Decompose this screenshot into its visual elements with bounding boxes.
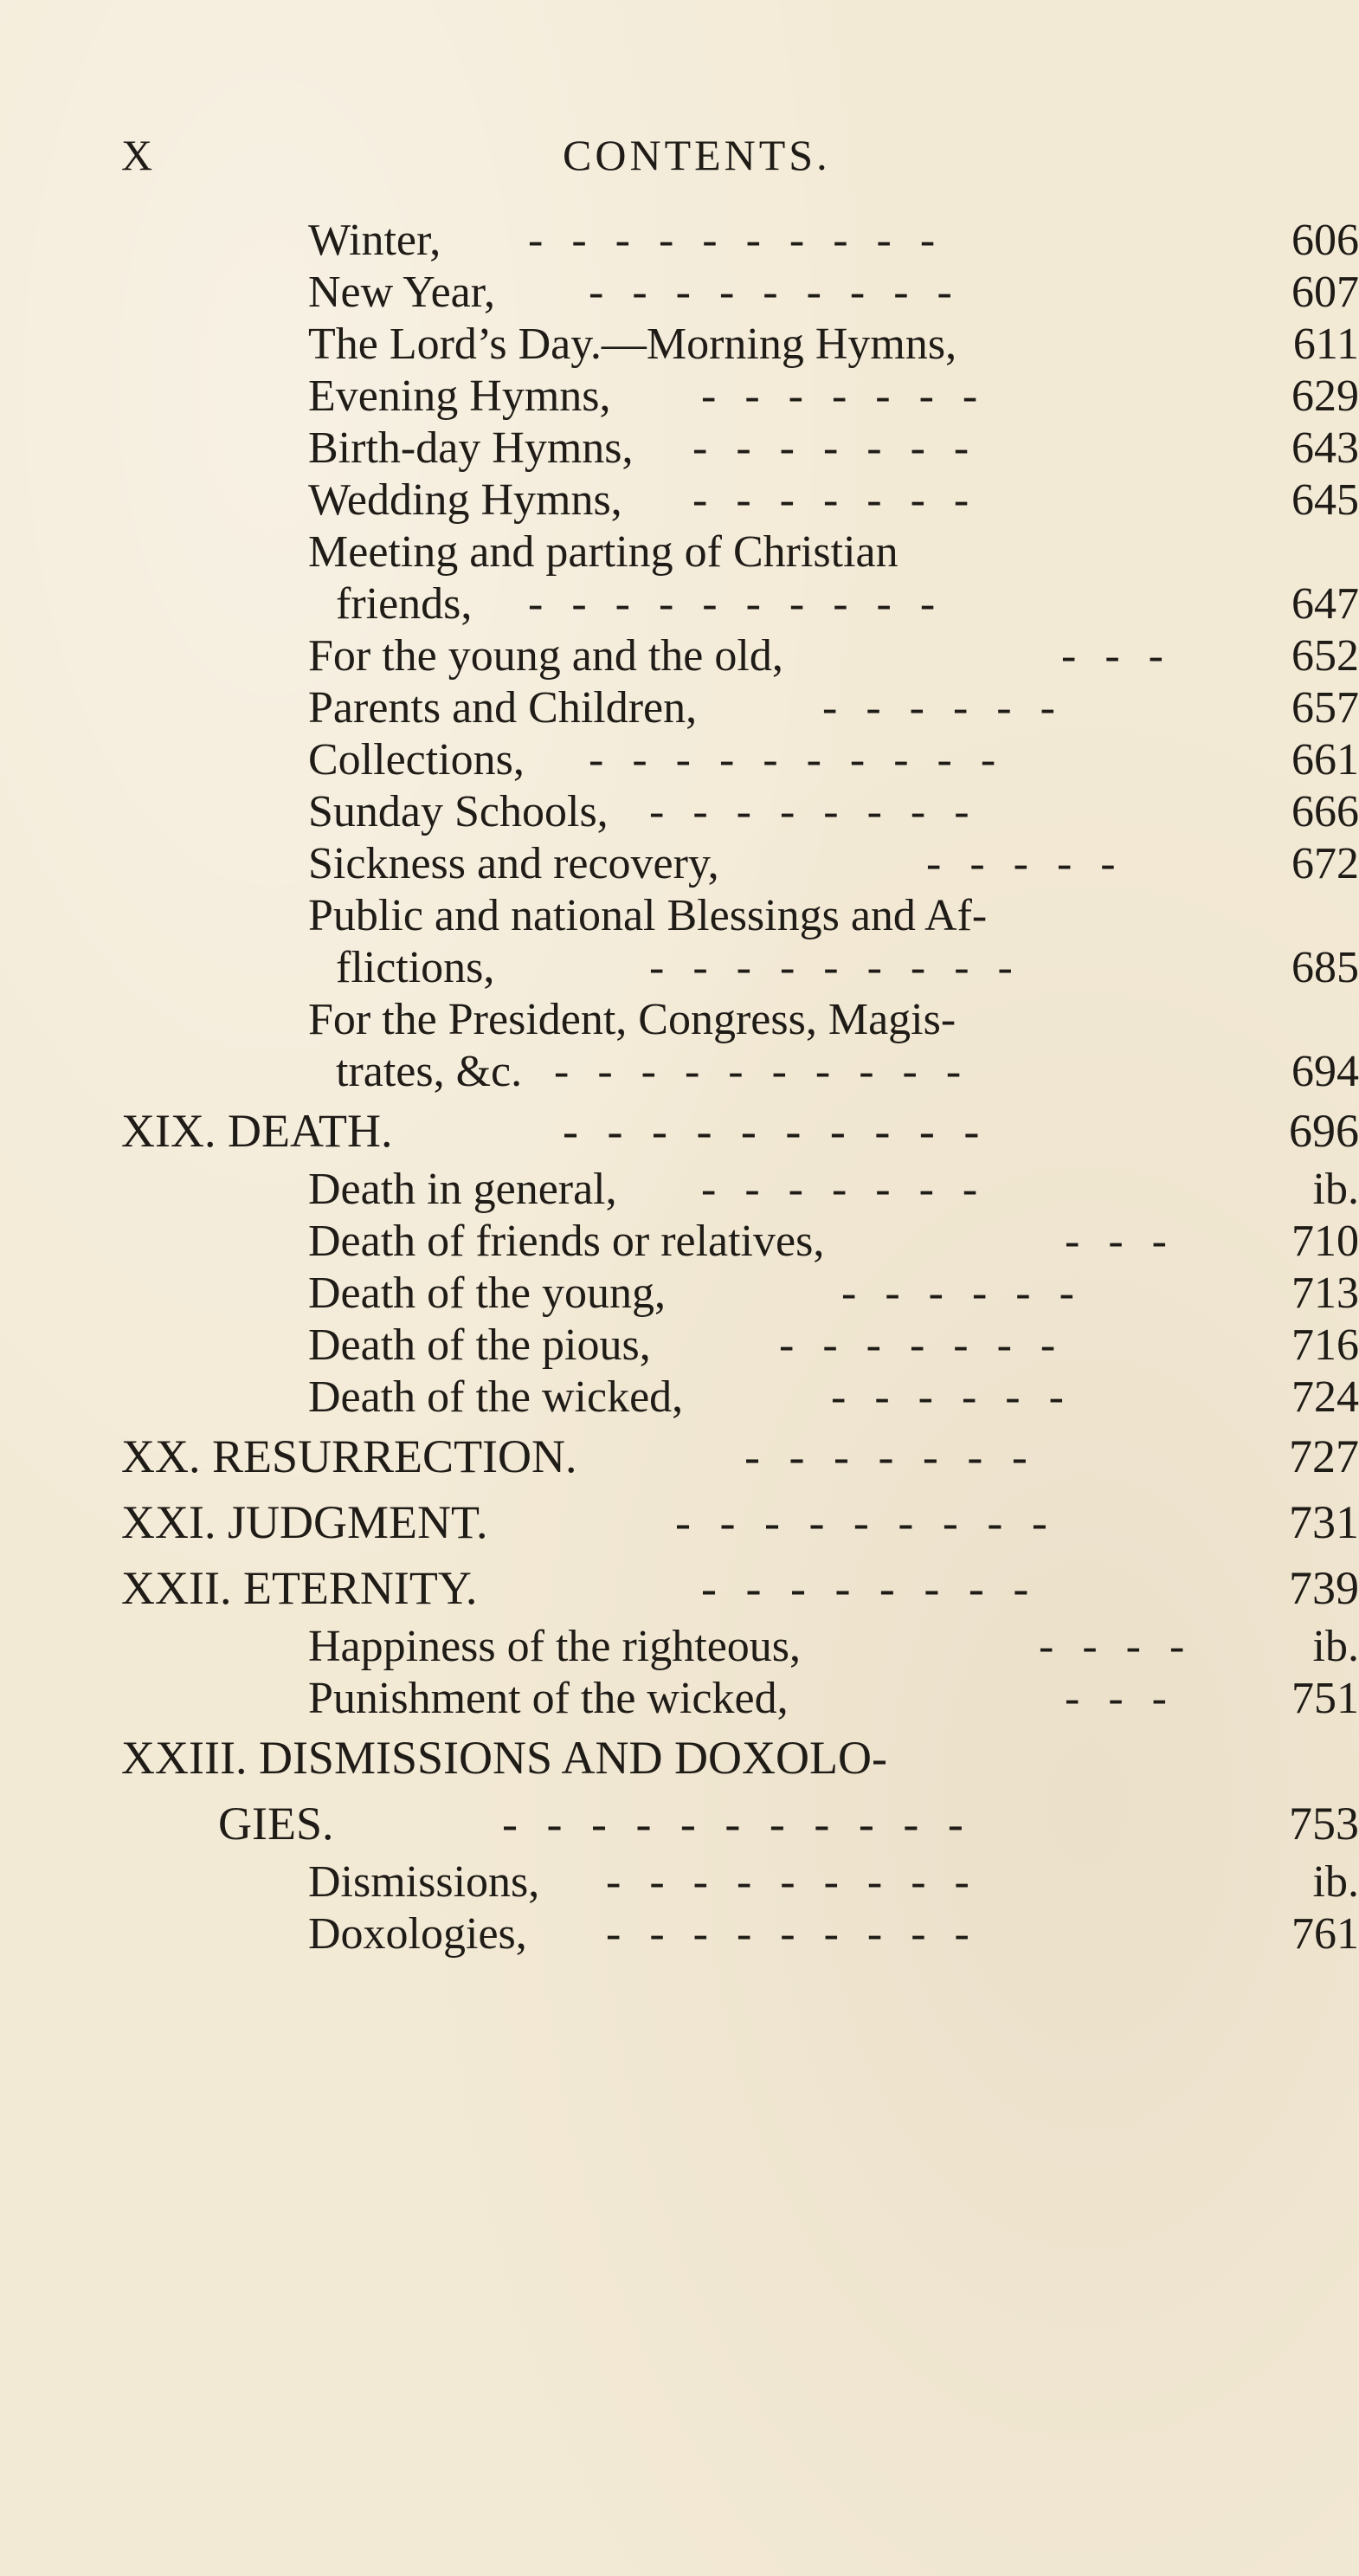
toc-leader-dashes: - - - - — [1039, 1622, 1194, 1671]
toc-page-number: 727 — [1289, 1430, 1359, 1482]
toc-entry-title: Evening Hymns, — [308, 371, 611, 421]
toc-page-number: 753 — [1289, 1798, 1359, 1850]
toc-leader-dashes: - - - - - - - - - - — [528, 216, 944, 265]
toc-entry — [121, 1856, 1359, 1908]
toc-leader-dashes: - - - — [1065, 1674, 1175, 1723]
toc-entry — [121, 1555, 1359, 1621]
toc-page-number: 710 — [1291, 1217, 1359, 1266]
toc-page-number: ib. — [1312, 1622, 1359, 1671]
toc-page-number: 645 — [1291, 475, 1359, 525]
toc-leader-dashes: - - - - - - - — [701, 371, 987, 421]
toc-entry — [121, 1424, 1359, 1489]
toc-page-number: 713 — [1291, 1269, 1359, 1318]
toc-page-number: 666 — [1291, 787, 1359, 836]
toc-page-number: 661 — [1291, 735, 1359, 784]
toc-entry-title: Happiness of the righteous, — [308, 1622, 802, 1671]
toc-page-number: 761 — [1291, 1909, 1359, 1959]
toc-page-number: 629 — [1291, 371, 1359, 421]
toc-entry — [121, 942, 1359, 994]
toc-page-number: 643 — [1291, 423, 1359, 473]
table-of-contents — [121, 215, 1359, 1960]
toc-entry — [121, 1725, 1359, 1791]
toc-entry-title: XXI. JUDGMENT. — [121, 1496, 488, 1548]
toc-entry-title: Death of the young, — [308, 1269, 667, 1318]
toc-entry — [121, 267, 1359, 319]
toc-entry-title: Birth-day Hymns, — [308, 423, 634, 473]
toc-page-number: 731 — [1289, 1496, 1359, 1548]
toc-entry — [121, 1268, 1359, 1320]
toc-entry-title: GIES. — [218, 1798, 334, 1850]
toc-entry — [121, 838, 1359, 890]
running-head: CONTENTS. — [563, 131, 831, 179]
toc-leader-dashes: - - - - - - - - - - — [563, 1105, 989, 1157]
toc-entry — [121, 1489, 1359, 1555]
toc-entry-title: The Lord’s Day.—Morning Hymns, — [308, 320, 957, 369]
toc-entry — [121, 1046, 1359, 1098]
toc-leader-dashes: - - - - - - - - — [649, 787, 978, 836]
toc-entry — [121, 1908, 1359, 1960]
toc-leader-dashes: - - - - - — [926, 839, 1124, 888]
toc-entry-title: trates, &c. — [336, 1047, 523, 1096]
toc-entry-title: New Year, — [308, 268, 495, 317]
toc-page-number: 751 — [1291, 1674, 1359, 1723]
toc-entry — [121, 526, 1359, 578]
toc-entry-title: flictions, — [336, 943, 495, 992]
toc-entry-title: For the young and the old, — [308, 631, 783, 681]
toc-leader-dashes: - - - - - - — [831, 1372, 1072, 1422]
toc-entry-title: Dismissions, — [308, 1857, 540, 1907]
toc-entry — [121, 423, 1359, 475]
toc-leader-dashes: - - - - - - - — [701, 1165, 987, 1214]
toc-entry — [121, 994, 1359, 1046]
toc-leader-dashes: - - - - - - - - - - — [589, 735, 1005, 784]
toc-entry-title: Death of the pious, — [308, 1320, 651, 1370]
toc-leader-dashes: - - - - - - - — [692, 423, 978, 473]
toc-entry-title: Meeting and parting of Christian — [308, 527, 898, 577]
toc-entry-title: Parents and Children, — [308, 683, 698, 733]
toc-entry-title: XXIII. DISMISSIONS AND DOXOLO- — [121, 1732, 887, 1784]
toc-entry — [121, 630, 1359, 682]
toc-entry — [121, 1320, 1359, 1372]
toc-entry-title: Death in general, — [308, 1165, 617, 1214]
toc-entry-title: Sunday Schools, — [308, 787, 609, 836]
toc-entry-title: XX. RESURRECTION. — [121, 1430, 577, 1482]
toc-page-number: 739 — [1289, 1562, 1359, 1614]
toc-entry — [121, 786, 1359, 838]
toc-leader-dashes: - - - — [1065, 1217, 1175, 1266]
toc-entry-title: Winter, — [308, 216, 441, 265]
toc-entry-title: friends, — [336, 579, 473, 629]
toc-page-number: 606 — [1291, 216, 1359, 265]
toc-page-number: ib. — [1312, 1165, 1359, 1214]
toc-entry-title: Wedding Hymns, — [308, 475, 622, 525]
toc-page-number: 716 — [1291, 1320, 1359, 1370]
toc-page-number: 724 — [1291, 1372, 1359, 1422]
toc-leader-dashes: - - - - - - - - - — [675, 1496, 1056, 1548]
toc-leader-dashes: - - - - - - - - - - — [554, 1047, 970, 1096]
page-number-roman: X — [121, 131, 157, 179]
toc-page-number: 696 — [1289, 1105, 1359, 1157]
toc-page-number: 647 — [1291, 579, 1359, 629]
toc-page-number: 611 — [1292, 320, 1359, 369]
toc-leader-dashes: - - - - - - - - - - - — [502, 1798, 972, 1850]
toc-entry-title: Collections, — [308, 735, 525, 784]
toc-leader-dashes: - - - - - - - - - — [606, 1909, 978, 1959]
toc-entry — [121, 682, 1359, 734]
toc-leader-dashes: - - - — [1061, 631, 1172, 681]
toc-entry — [121, 1791, 1359, 1856]
toc-entry — [121, 1621, 1359, 1673]
toc-entry-title: Doxologies, — [308, 1909, 527, 1959]
toc-entry-title: Death of the wicked, — [308, 1372, 684, 1422]
toc-leader-dashes: - - - - - - - — [692, 475, 978, 525]
toc-leader-dashes: - - - - - - - - - — [606, 1857, 978, 1907]
toc-leader-dashes: - - - - - - - - — [701, 1562, 1038, 1614]
toc-leader-dashes: - - - - - - - — [744, 1430, 1036, 1482]
toc-entry-title: XIX. DEATH. — [121, 1105, 393, 1157]
toc-entry — [121, 1098, 1359, 1164]
toc-entry — [121, 1164, 1359, 1216]
toc-entry-title: XXII. ETERNITY. — [121, 1562, 478, 1614]
toc-page-number: 694 — [1291, 1047, 1359, 1096]
toc-entry — [121, 734, 1359, 786]
toc-page-number: 657 — [1291, 683, 1359, 733]
toc-entry-title: Punishment of the wicked, — [308, 1674, 789, 1723]
toc-page-number: 607 — [1291, 268, 1359, 317]
toc-entry-title: Sickness and recovery, — [308, 839, 719, 888]
toc-page-number: 685 — [1291, 943, 1359, 992]
page-header — [121, 130, 900, 190]
toc-entry — [121, 475, 1359, 526]
toc-leader-dashes: - - - - - - - - - — [589, 268, 961, 317]
toc-entry — [121, 1216, 1359, 1268]
toc-entry-title: Death of friends or relatives, — [308, 1217, 825, 1266]
toc-entry — [121, 578, 1359, 630]
toc-leader-dashes: - - - - - - - — [779, 1320, 1065, 1370]
toc-entry — [121, 319, 1359, 371]
toc-entry — [121, 1673, 1359, 1725]
toc-entry — [121, 890, 1359, 942]
toc-page-number: 672 — [1291, 839, 1359, 888]
toc-leader-dashes: - - - - - - - - - — [649, 943, 1021, 992]
toc-entry — [121, 215, 1359, 267]
toc-leader-dashes: - - - - - - — [822, 683, 1064, 733]
toc-entry — [121, 1372, 1359, 1424]
toc-leader-dashes: - - - - - - - - - - — [528, 579, 944, 629]
toc-page-number: 652 — [1291, 631, 1359, 681]
toc-page-number: ib. — [1312, 1857, 1359, 1907]
toc-entry — [121, 371, 1359, 423]
toc-leader-dashes: - - - - - - — [841, 1269, 1083, 1318]
toc-entry-title: For the President, Congress, Magis- — [308, 995, 956, 1044]
toc-entry-title: Public and national Blessings and Af- — [308, 891, 988, 940]
